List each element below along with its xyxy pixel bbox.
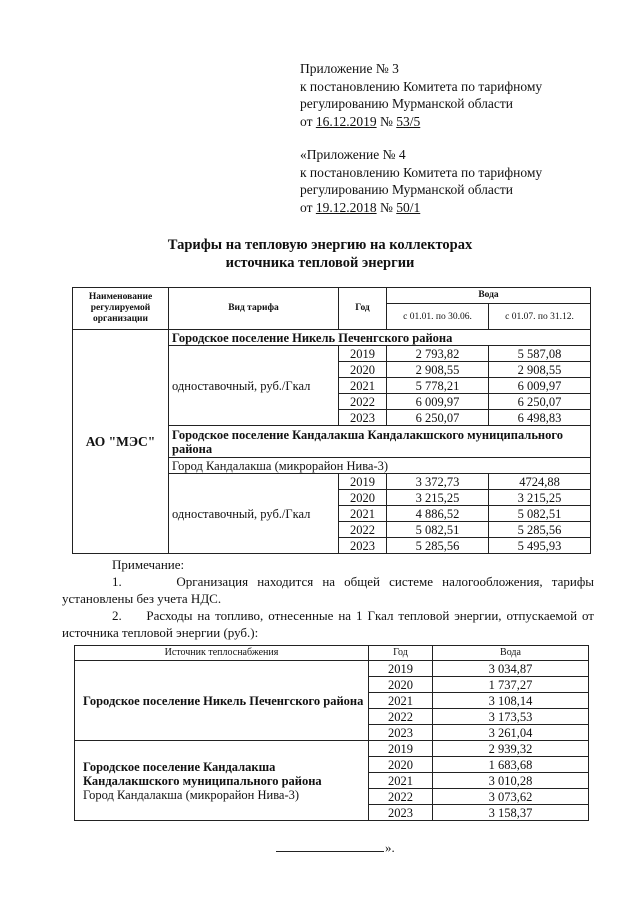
table-cell-year: 2020 (369, 677, 433, 693)
table-cell-value: 5 495,93 (489, 538, 591, 554)
appendix-4-date-line (300, 199, 542, 217)
source-group1: Городское поселение Никель Печенгского района (75, 661, 369, 741)
table-cell-year: 2023 (339, 410, 387, 426)
notes-block (62, 556, 594, 641)
header-water: Вода (387, 288, 591, 304)
date-prefix: от (300, 199, 313, 215)
closing-rule (276, 851, 384, 852)
source-group2 (75, 741, 369, 821)
header-source: Источник теплоснабжения (75, 646, 369, 661)
table-cell-value: 6 250,07 (489, 394, 591, 410)
table-cell-value: 3 261,04 (433, 725, 589, 741)
num-prefix: № (379, 113, 393, 129)
appendix-4-line3: регулированию Мурманской области (300, 182, 513, 197)
note-1-text-a: Организация находится на общей системе налогообложения, тарифы (176, 574, 595, 589)
appendix-3-date-line (300, 113, 542, 131)
table-cell-value: 3 372,73 (387, 474, 489, 490)
appendix-3-title: Приложение № 3 (300, 61, 399, 76)
table-cell-year: 2022 (339, 394, 387, 410)
title-line1: Тарифы на тепловую энергию на коллекторах (167, 237, 473, 253)
group2-tariff: одноставочный, руб./Гкал (169, 474, 339, 554)
appendix-4-number: 50/1 (396, 199, 421, 215)
page-title (0, 236, 640, 272)
table-cell-year: 2019 (339, 474, 387, 490)
header-water: Вода (433, 646, 589, 661)
header-org: Наименование регулируемой организации (73, 288, 169, 330)
table-cell-value: 1 683,68 (433, 757, 589, 773)
table-cell-value: 6 009,97 (387, 394, 489, 410)
appendix-3-number: 53/5 (396, 113, 421, 129)
notes-heading: Примечание: (112, 557, 185, 572)
org-name: АО "МЭС" (73, 330, 169, 554)
table-cell-value: 3 108,14 (433, 693, 589, 709)
note-1-line1 (62, 573, 594, 590)
table-cell-value: 3 073,62 (433, 789, 589, 805)
table-cell-year: 2022 (369, 789, 433, 805)
num-prefix: № (379, 199, 393, 215)
table-cell-year: 2020 (339, 490, 387, 506)
source-group2-sub: Город Кандалакша (микрорайон Нива-3) (83, 787, 300, 802)
table-cell-year: 2023 (369, 805, 433, 821)
table-cell-value: 1 737,27 (433, 677, 589, 693)
appendix-3-line3: регулированию Мурманской области (300, 96, 513, 111)
group1-tariff: одноставочный, руб./Гкал (169, 346, 339, 426)
header-period-2: с 01.07. по 31.12. (489, 304, 591, 330)
note-2-number: 2. (112, 608, 122, 623)
table-cell-year: 2023 (339, 538, 387, 554)
table-cell-value: 5 587,08 (489, 346, 591, 362)
table-cell-year: 2019 (369, 741, 433, 757)
table-cell-value: 6 498,83 (489, 410, 591, 426)
table-cell-year: 2022 (369, 709, 433, 725)
header-year: Год (369, 646, 433, 661)
table-cell-value: 3 010,28 (433, 773, 589, 789)
group2-sub: Город Кандалакша (микрорайон Нива-3) (169, 458, 591, 474)
table-cell-year: 2021 (369, 773, 433, 789)
table-cell-value: 3 034,87 (433, 661, 589, 677)
appendix-4-date: 19.12.2018 (315, 199, 377, 215)
group2-name: Городское поселение Кандалакша Кандалакшского муниципального района (169, 426, 591, 458)
table-cell-year: 2019 (369, 661, 433, 677)
table-cell-year: 2023 (369, 725, 433, 741)
closing-mark: ». (385, 840, 395, 855)
table-cell-value: 2 908,55 (387, 362, 489, 378)
note-1-number: 1. (112, 574, 122, 589)
table-cell-year: 2020 (369, 757, 433, 773)
table-cell-value: 3 158,37 (433, 805, 589, 821)
table-cell-value: 2 908,55 (489, 362, 591, 378)
source-group2-name: Городское поселение Кандалакша Кандалакшского муниципального района (83, 759, 322, 788)
appendix-3-date: 16.12.2019 (315, 113, 377, 129)
table-cell-value: 6 250,07 (387, 410, 489, 426)
table-cell-year: 2019 (339, 346, 387, 362)
appendix-4-title: «Приложение № 4 (300, 147, 406, 162)
table-cell-value: 3 173,53 (433, 709, 589, 725)
header-tariff-type: Вид тарифа (169, 288, 339, 330)
note-2-line1 (62, 607, 594, 624)
appendix-header-4 (300, 146, 542, 216)
appendix-3-line2: к постановлению Комитета по тарифному (300, 78, 543, 94)
table-cell-value: 5 082,51 (387, 522, 489, 538)
table-cell-value: 5 778,21 (387, 378, 489, 394)
date-prefix: от (300, 113, 313, 129)
table-cell-year: 2021 (339, 378, 387, 394)
note-2-line2: источника тепловой энергии (руб.): (62, 625, 259, 640)
table-cell-year: 2022 (339, 522, 387, 538)
table-cell-year: 2021 (339, 506, 387, 522)
group1-name: Городское поселение Никель Печенгского района (169, 330, 591, 346)
note-1-line2: установлены без учета НДС. (62, 591, 222, 606)
table-cell-value: 3 215,25 (387, 490, 489, 506)
table-cell-value: 4 886,52 (387, 506, 489, 522)
table-cell-value: 5 285,56 (387, 538, 489, 554)
fuel-cost-table (74, 645, 589, 821)
table-cell-value: 5 082,51 (489, 506, 591, 522)
table-cell-year: 2021 (369, 693, 433, 709)
header-year: Год (339, 288, 387, 330)
tariff-table (72, 287, 591, 554)
appendix-header-3 (300, 60, 542, 130)
table-cell-value: 4724,88 (489, 474, 591, 490)
table-cell-year: 2020 (339, 362, 387, 378)
table-cell-value: 2 793,82 (387, 346, 489, 362)
table-cell-value: 6 009,97 (489, 378, 591, 394)
table-cell-value: 5 285,56 (489, 522, 591, 538)
table-cell-value: 2 939,32 (433, 741, 589, 757)
appendix-4-line2: к постановлению Комитета по тарифному (300, 164, 543, 180)
note-2-text-a: Расходы на топливо, отнесенные на 1 Гкал тепловой энергии, отпускаемой от (146, 608, 594, 623)
table-cell-value: 3 215,25 (489, 490, 591, 506)
header-period-1: с 01.01. по 30.06. (387, 304, 489, 330)
title-line2: источника тепловой энергии (225, 255, 415, 271)
